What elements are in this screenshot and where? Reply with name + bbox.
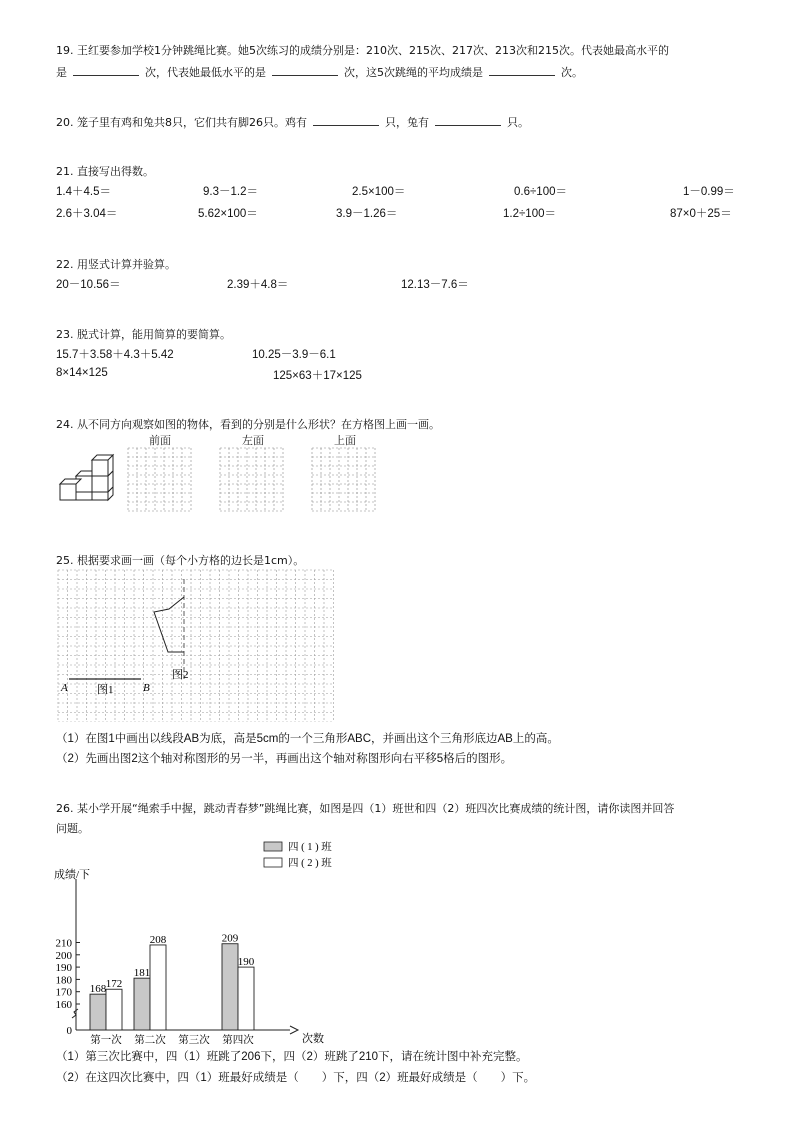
q26-line2: 问题。 xyxy=(56,822,89,835)
q19-text-c: 次，这5次跳绳的平均成绩是 xyxy=(344,66,483,79)
q21-r2-c2: 5.62×100＝ xyxy=(198,208,258,220)
q21-title xyxy=(56,163,154,179)
figure-2-label: 图2 xyxy=(172,669,189,681)
q19-line1 xyxy=(56,42,669,58)
y-tick-label: 200 xyxy=(55,949,72,962)
q23-item-3: 8×14×125 xyxy=(56,367,108,379)
q19-blank-average[interactable] xyxy=(489,65,555,76)
q21-r1-c2: 9.3－1.2＝ xyxy=(203,186,258,198)
q22-item-1: 20－10.56＝ xyxy=(56,279,121,291)
q19-text: 王红要参加学校1分钟跳绳比赛。她5次练习的成绩分别是：210次、215次、217次、213次和215次。代表她最高水平的 xyxy=(77,44,669,57)
q22-item-2: 2.39＋4.8＝ xyxy=(227,279,289,291)
q19-text-a: 是 xyxy=(56,66,67,79)
q19-blank-lowest[interactable] xyxy=(272,65,338,76)
bar-value-label: 209 xyxy=(221,932,239,945)
bar-value-label: 168 xyxy=(89,983,107,996)
q20-text-a: 笼子里有鸡和兔共8只，它们共有脚26只。鸡有 xyxy=(77,116,307,129)
bar-value-label: 172 xyxy=(105,978,123,991)
q23-title-text: 脱式计算，能用简算的要简算。 xyxy=(77,328,231,341)
x-axis-label: 次数 xyxy=(302,1033,324,1044)
legend-label: 四 ( 2 ) 班 xyxy=(288,858,332,869)
q26-sub1: （1）第三次比赛中，四（1）班跳了206下，四（2）班跳了210下，请在统计图中补充完整。 xyxy=(56,1051,528,1063)
q21-r2-c5: 87×0＋25＝ xyxy=(670,208,732,220)
q22-title-text: 用竖式计算并验算。 xyxy=(77,258,176,271)
q20-line xyxy=(56,114,529,130)
q20-blank-rabbit[interactable] xyxy=(435,115,501,126)
q25-title xyxy=(56,552,304,568)
q19-number: 19. xyxy=(56,44,74,57)
q21-r1-c4: 0.6÷100＝ xyxy=(514,186,567,198)
q21-r1-c5: 1－0.99＝ xyxy=(683,186,735,198)
q26-text: 某小学开展“绳索手中握，跳动青春梦”跳绳比赛，如图是四（1）班世和四（2）班四次比赛成绩的统计图，请你读图并回答 xyxy=(77,802,675,815)
q23-item-1: 15.7＋3.58＋4.3＋5.42 xyxy=(56,349,174,361)
q20-text-b: 只，兔有 xyxy=(385,116,429,129)
x-tick-label: 第四次 xyxy=(222,1035,254,1044)
q26-line1 xyxy=(56,800,674,816)
bar-value-label: 190 xyxy=(237,956,255,969)
bar-value-label: 208 xyxy=(149,933,167,946)
q19-text-b: 次，代表她最低水平的是 xyxy=(145,66,266,79)
legend-swatch xyxy=(264,858,282,867)
y-tick-label: 190 xyxy=(55,962,72,975)
q22-number: 22. xyxy=(56,258,74,271)
q23-number: 23. xyxy=(56,328,74,341)
x-tick-label: 第二次 xyxy=(134,1035,166,1044)
q21-r1-c3: 2.5×100＝ xyxy=(352,186,406,198)
q24-figure xyxy=(52,430,392,522)
q19-text-d: 次。 xyxy=(561,66,583,79)
q24-title-text: 从不同方向观察如图的物体，看到的分别是什么形状？在方格图上画一画。 xyxy=(77,418,440,431)
q21-r2-c3: 3.9－1.26＝ xyxy=(336,208,398,220)
q26-number: 26. xyxy=(56,802,74,815)
q20-number: 20. xyxy=(56,116,74,129)
q20-blank-chicken[interactable] xyxy=(313,115,379,126)
q22-title xyxy=(56,256,176,272)
y-tick-label: 210 xyxy=(55,937,72,950)
q21-r1-c1: 1.4＋4.5＝ xyxy=(56,186,111,198)
q25-sub1: （1）在图1中画出以线段AB为底，高是5cm的一个三角形ABC，并画出这个三角形底边AB上的高。 xyxy=(56,733,559,745)
label-b: B xyxy=(143,682,150,694)
figure-1-label: 图1 xyxy=(97,684,114,696)
q19-blank-highest[interactable] xyxy=(73,65,139,76)
q25-sub2: （2）先画出图2这个轴对称图形的另一半，再画出这个轴对称图形向右平移5格后的图形。 xyxy=(56,753,513,765)
q23-item-2: 10.25－3.9－6.1 xyxy=(252,349,336,361)
y-tick-label: 170 xyxy=(55,986,72,999)
q25-number: 25. xyxy=(56,554,74,567)
q24-number: 24. xyxy=(56,418,74,431)
label-a: A xyxy=(61,682,68,694)
legend-label: 四 ( 1 ) 班 xyxy=(288,842,332,853)
q26-sub2: （2）在这四次比赛中，四（1）班最好成绩是（ ）下，四（2）班最好成绩是（ ）下。 xyxy=(56,1072,536,1084)
y-tick-label: 160 xyxy=(55,999,72,1011)
q21-r2-c4: 1.2÷100＝ xyxy=(503,208,556,220)
view-left-label: 左面 xyxy=(242,435,264,447)
axis-break xyxy=(72,1009,78,1018)
view-top-label: 上面 xyxy=(334,435,356,447)
q22-item-3: 12.13－7.6＝ xyxy=(401,279,469,291)
x-tick-label: 第一次 xyxy=(90,1035,122,1044)
figure-2-half xyxy=(154,597,184,652)
x-tick-label: 第三次 xyxy=(178,1035,210,1044)
legend-swatch xyxy=(264,842,282,851)
y-tick-label: 0 xyxy=(66,1025,72,1037)
y-tick-label: 180 xyxy=(55,974,72,987)
q21-number: 21. xyxy=(56,165,74,178)
bar xyxy=(150,945,166,1030)
view-front-label: 前面 xyxy=(149,435,171,447)
q21-r2-c1: 2.6＋3.04＝ xyxy=(56,208,118,220)
bar xyxy=(134,978,150,1030)
q23-item-4: 125×63＋17×125 xyxy=(273,370,362,382)
x-axis-arrow xyxy=(290,1026,298,1034)
y-axis-label: 成绩/下 xyxy=(54,869,91,881)
q21-title-text: 直接写出得数。 xyxy=(77,165,154,178)
q23-title xyxy=(56,326,231,342)
score-bar-chart xyxy=(40,834,360,1044)
bar xyxy=(90,994,106,1030)
q25-title-text: 根据要求画一画（每个小方格的边长是1cm）。 xyxy=(77,554,305,567)
q25-grid xyxy=(56,569,340,722)
bar xyxy=(222,944,238,1030)
bar xyxy=(238,967,254,1030)
q20-text-c: 只。 xyxy=(507,116,529,129)
cube-stack-image xyxy=(60,455,113,500)
q19-line2 xyxy=(56,64,583,80)
bar-value-label: 181 xyxy=(133,967,151,980)
bar xyxy=(106,989,122,1030)
